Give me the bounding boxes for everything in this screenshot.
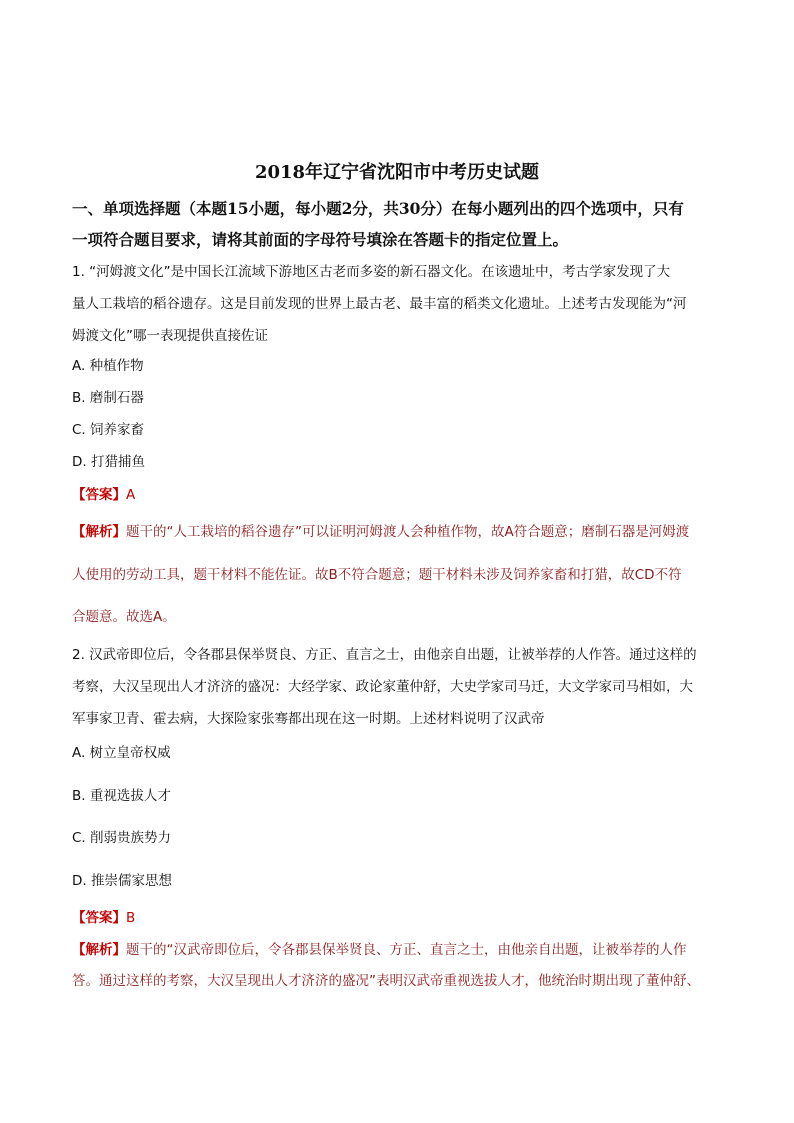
question-1-explanation-line-1 (72, 520, 689, 540)
question-1-option-d: D. 打猎捕鱼 (72, 454, 145, 470)
section-heading-line-2: 一项符合题目要求，请将其前面的字母符号填涂在答题卡的指定位置上。 (72, 230, 569, 249)
question-1-stem-line: 1. “河姆渡文化”是中国长江流域下游地区古老而多姿的新石器文化。在该遗址中，考古学家发现了大 (72, 264, 671, 280)
question-1-explanation-line-3: 合题意。故选A。 (72, 609, 176, 625)
section-heading-line-1: 一、单项选择题（本题15小题，每小题2分，共30分）在每小题列出的四个选项中，只有 (72, 199, 684, 218)
question-1-option-b: B. 磨制石器 (72, 390, 144, 406)
question-2-stem-line: 2. 汉武帝即位后，令各郡县保举贤良、方正、直言之士，由他亲自出题，让被举荐的人作答。通过这样的 (72, 647, 697, 663)
question-2-option-c: C. 削弱贵族势力 (72, 830, 172, 846)
explanation-label: 【解析】 (72, 524, 126, 540)
question-2-stem (72, 639, 724, 735)
question-1-answer (72, 483, 135, 503)
explanation-text: 题干的“人工栽培的稻谷遗存”可以证明河姆渡人会种植作物，故A符合题意；磨制石器是河姆渡 (126, 524, 690, 540)
explanation-text: 题干的“汉武帝即位后，令各郡县保举贤良、方正、直言之士，由他亲自出题，让被举荐的人作 (126, 942, 687, 958)
explanation-label: 【解析】 (72, 942, 126, 958)
section-heading (72, 193, 732, 255)
answer-value: B (126, 910, 136, 926)
question-1-explanation-line-2: 人使用的劳动工具，题干材料不能佐证。故B不符合题意；题干材料未涉及饲养家畜和打猎，故CD不符 (72, 567, 682, 583)
question-1-stem (72, 256, 724, 352)
question-2-answer (72, 906, 135, 926)
question-2-explanation-line-1 (72, 938, 687, 958)
answer-label: 【答案】 (72, 487, 126, 503)
question-2-option-a: A. 树立皇帝权威 (72, 745, 171, 761)
question-2-option-d: D. 推崇儒家思想 (72, 873, 172, 889)
page-title: 2018年辽宁省沈阳市中考历史试题 (254, 162, 540, 183)
question-2-explanation-line-2: 答。通过这样的考察，大汉呈现出人才济济的盛况”表明汉武帝重视选拔人才，他统治时期出现了董仲舒、 (72, 973, 700, 989)
question-1-option-c: C. 饲养家畜 (72, 422, 145, 438)
answer-label: 【答案】 (72, 910, 126, 926)
answer-value: A (126, 487, 136, 503)
question-2-stem-line: 考察，大汉呈现出人才济济的盛况：大经学家、政论家董仲舒，大史学家司马迁，大文学家司马相如，大 (72, 679, 693, 695)
question-2-option-b: B. 重视选拔人才 (72, 788, 171, 804)
question-1-option-a: A. 种植作物 (72, 358, 144, 374)
question-1-stem-line: 量人工栽培的稻谷遗存。这是目前发现的世界上最古老、最丰富的稻类文化遗址。上述考古发现能为“河 (72, 296, 687, 312)
question-2-stem-line: 军事家卫青、霍去病，大探险家张骞都出现在这一时期。上述材料说明了汉武帝 (72, 711, 545, 727)
question-1-stem-line: 姆渡文化”哪一表现提供直接佐证 (72, 328, 268, 344)
